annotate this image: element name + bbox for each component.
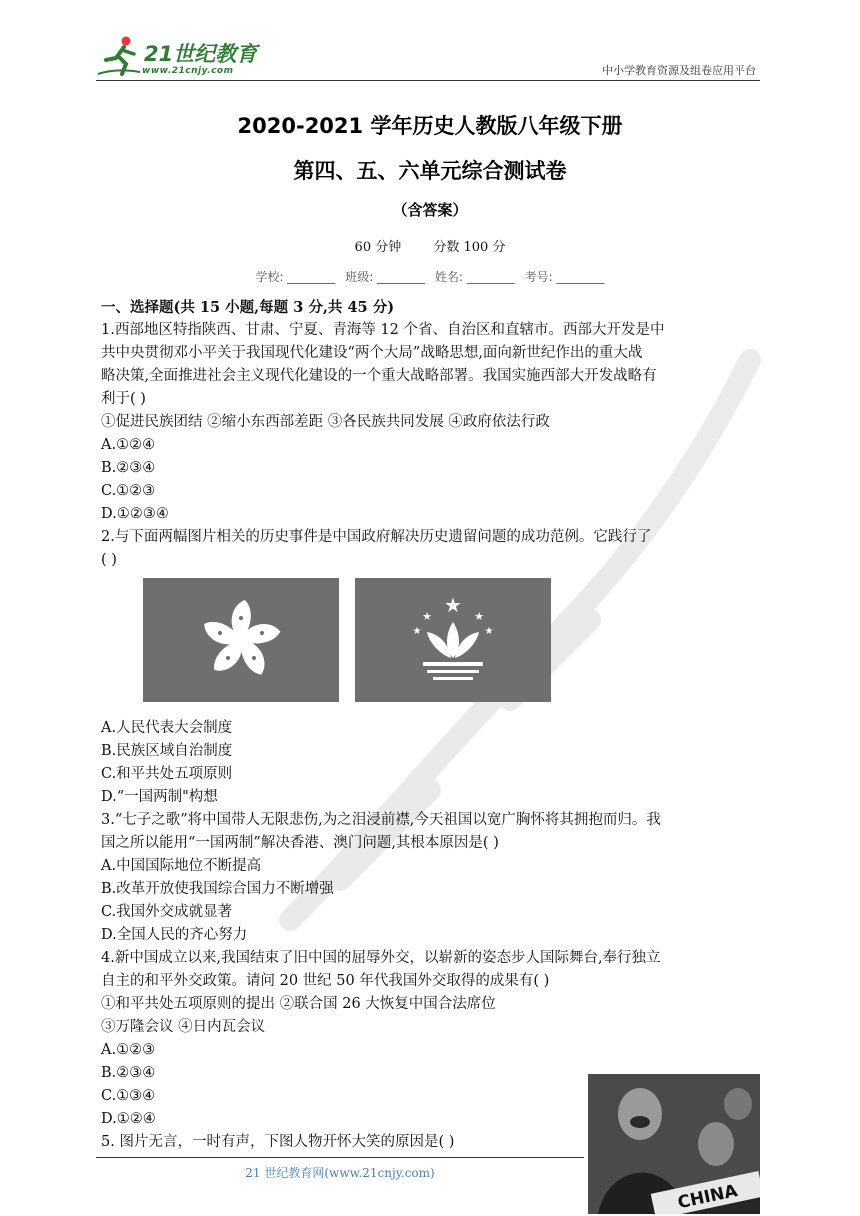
section-heading: 一、选择题(共 15 小题,每题 3 分,共 45 分) [101,299,395,316]
question-line: 自主的和平外交政策。请问 20 世纪 50 年代我国外交取得的成果有( ) [101,973,550,989]
delegate-photo-icon [588,1074,760,1214]
question-items: ①和平共处五项原则的提出 ②联合国 26 大恢复中国合法席位 [101,996,496,1012]
page-header [96,28,760,81]
option-a: A.①②④ [101,437,156,453]
question-line: 共中央贯彻邓小平关于我国现代化建设“两个大局”战略思想,面向新世纪作出的重大战 [101,345,643,361]
laughing-delegate-photo [588,1074,760,1214]
footer-text: 21 世纪教育网(www.21cnjy.com) [245,1166,435,1180]
name-field[interactable]: 姓名: ________ [434,270,515,284]
option-c: C.和平共处五项原则 [101,766,233,782]
option-c: C.我国外交成就显著 [101,904,233,920]
macau-flag [355,578,551,702]
option-d: D.“一国两制"构想 [101,789,218,805]
question-line: 利于( ) [101,391,146,407]
option-d: D.全国人民的齐心努力 [101,927,248,943]
option-b: B.②③④ [101,1065,156,1081]
footer-divider [96,1157,584,1158]
logo-url: www.21cnjy.com [142,66,234,76]
option-d: D.①②④ [101,1111,156,1127]
option-c: C.①②③ [101,483,156,499]
logo [96,34,266,78]
question-line: 略决策,全面推进社会主义现代化建设的一个重大战略部署。我国实施西部大开发战略有 [101,368,657,384]
option-c: C.①③④ [101,1088,156,1104]
svg-text:★: ★ [422,610,432,623]
question-line: 4.新中国成立以来,我国结束了旧中国的屈辱外交，以崭新的姿态步人国际舞台,奉行独立 [101,950,661,966]
svg-text:★: ★ [412,626,422,637]
question-line: 1.西部地区特指陕西、甘肃、宁夏、青海等 12 个省、自治区和直辖市。西部大开发是中 [101,322,665,338]
option-b: B.民族区域自治制度 [101,743,233,759]
lotus-icon [355,578,551,702]
option-d: D.①②③④ [101,506,169,522]
platform-name: 中小学教育资源及组卷应用平台 [602,64,756,77]
question-line: 3.“七子之歌”将中国带人无限悲伤,为之泪浸前襟,今天祖国以宽广胸怀将其拥抱而归。我 [101,812,661,828]
exam-content [101,296,765,1154]
exam-time: 60 分钟 [354,240,402,255]
bauhinia-icon [143,578,339,702]
exam-note: （含答案） [392,201,468,219]
option-a: A.①②③ [101,1042,156,1058]
exam-title: 2020-2021 学年历史人教版八年级下册 [237,114,623,138]
number-field[interactable]: 考号: ________ [524,270,605,284]
logo-text: 21世纪教育 [144,42,258,66]
option-a: A.人民代表大会制度 [101,720,233,736]
school-field[interactable]: 学校: ________ [255,270,336,284]
question-line: ( ) [101,552,117,568]
exam-meta [0,236,860,255]
svg-text:★: ★ [484,626,494,637]
flag-images [101,578,765,710]
class-field[interactable]: 班级: ________ [345,270,426,284]
question-line: 5. 图片无言，一时有声，下图人物开怀大笑的原因是( ) [101,1134,455,1150]
option-b: B.改革开放使我国综合国力不断增强 [101,881,334,897]
svg-text:★: ★ [474,610,484,623]
hong-kong-flag [143,578,339,702]
question-line: 国之所以能用“一国两制”解决香港、澳门问题,其根本原因是( ) [101,835,499,851]
question-items: ③万隆会议 ④日内瓦会议 [101,1019,266,1035]
runner-logo-icon [96,34,142,78]
exam-score: 分数 100 分 [433,240,506,255]
question-line: 2.与下面两幅图片相关的历史事件是中国政府解决历史遗留问题的成功范例。它践行了 [101,529,652,545]
student-fields [0,268,860,285]
svg-text:★: ★ [444,593,462,617]
option-b: B.②③④ [101,460,156,476]
option-a: A.中国国际地位不断提高 [101,858,262,874]
china-sign: CHINA [676,1181,740,1214]
exam-subtitle: 第四、五、六单元综合测试卷 [293,159,567,183]
question-items: ①促进民族团结 ②缩小东西部差距 ③各民族共同发展 ④政府依法行政 [101,414,550,430]
